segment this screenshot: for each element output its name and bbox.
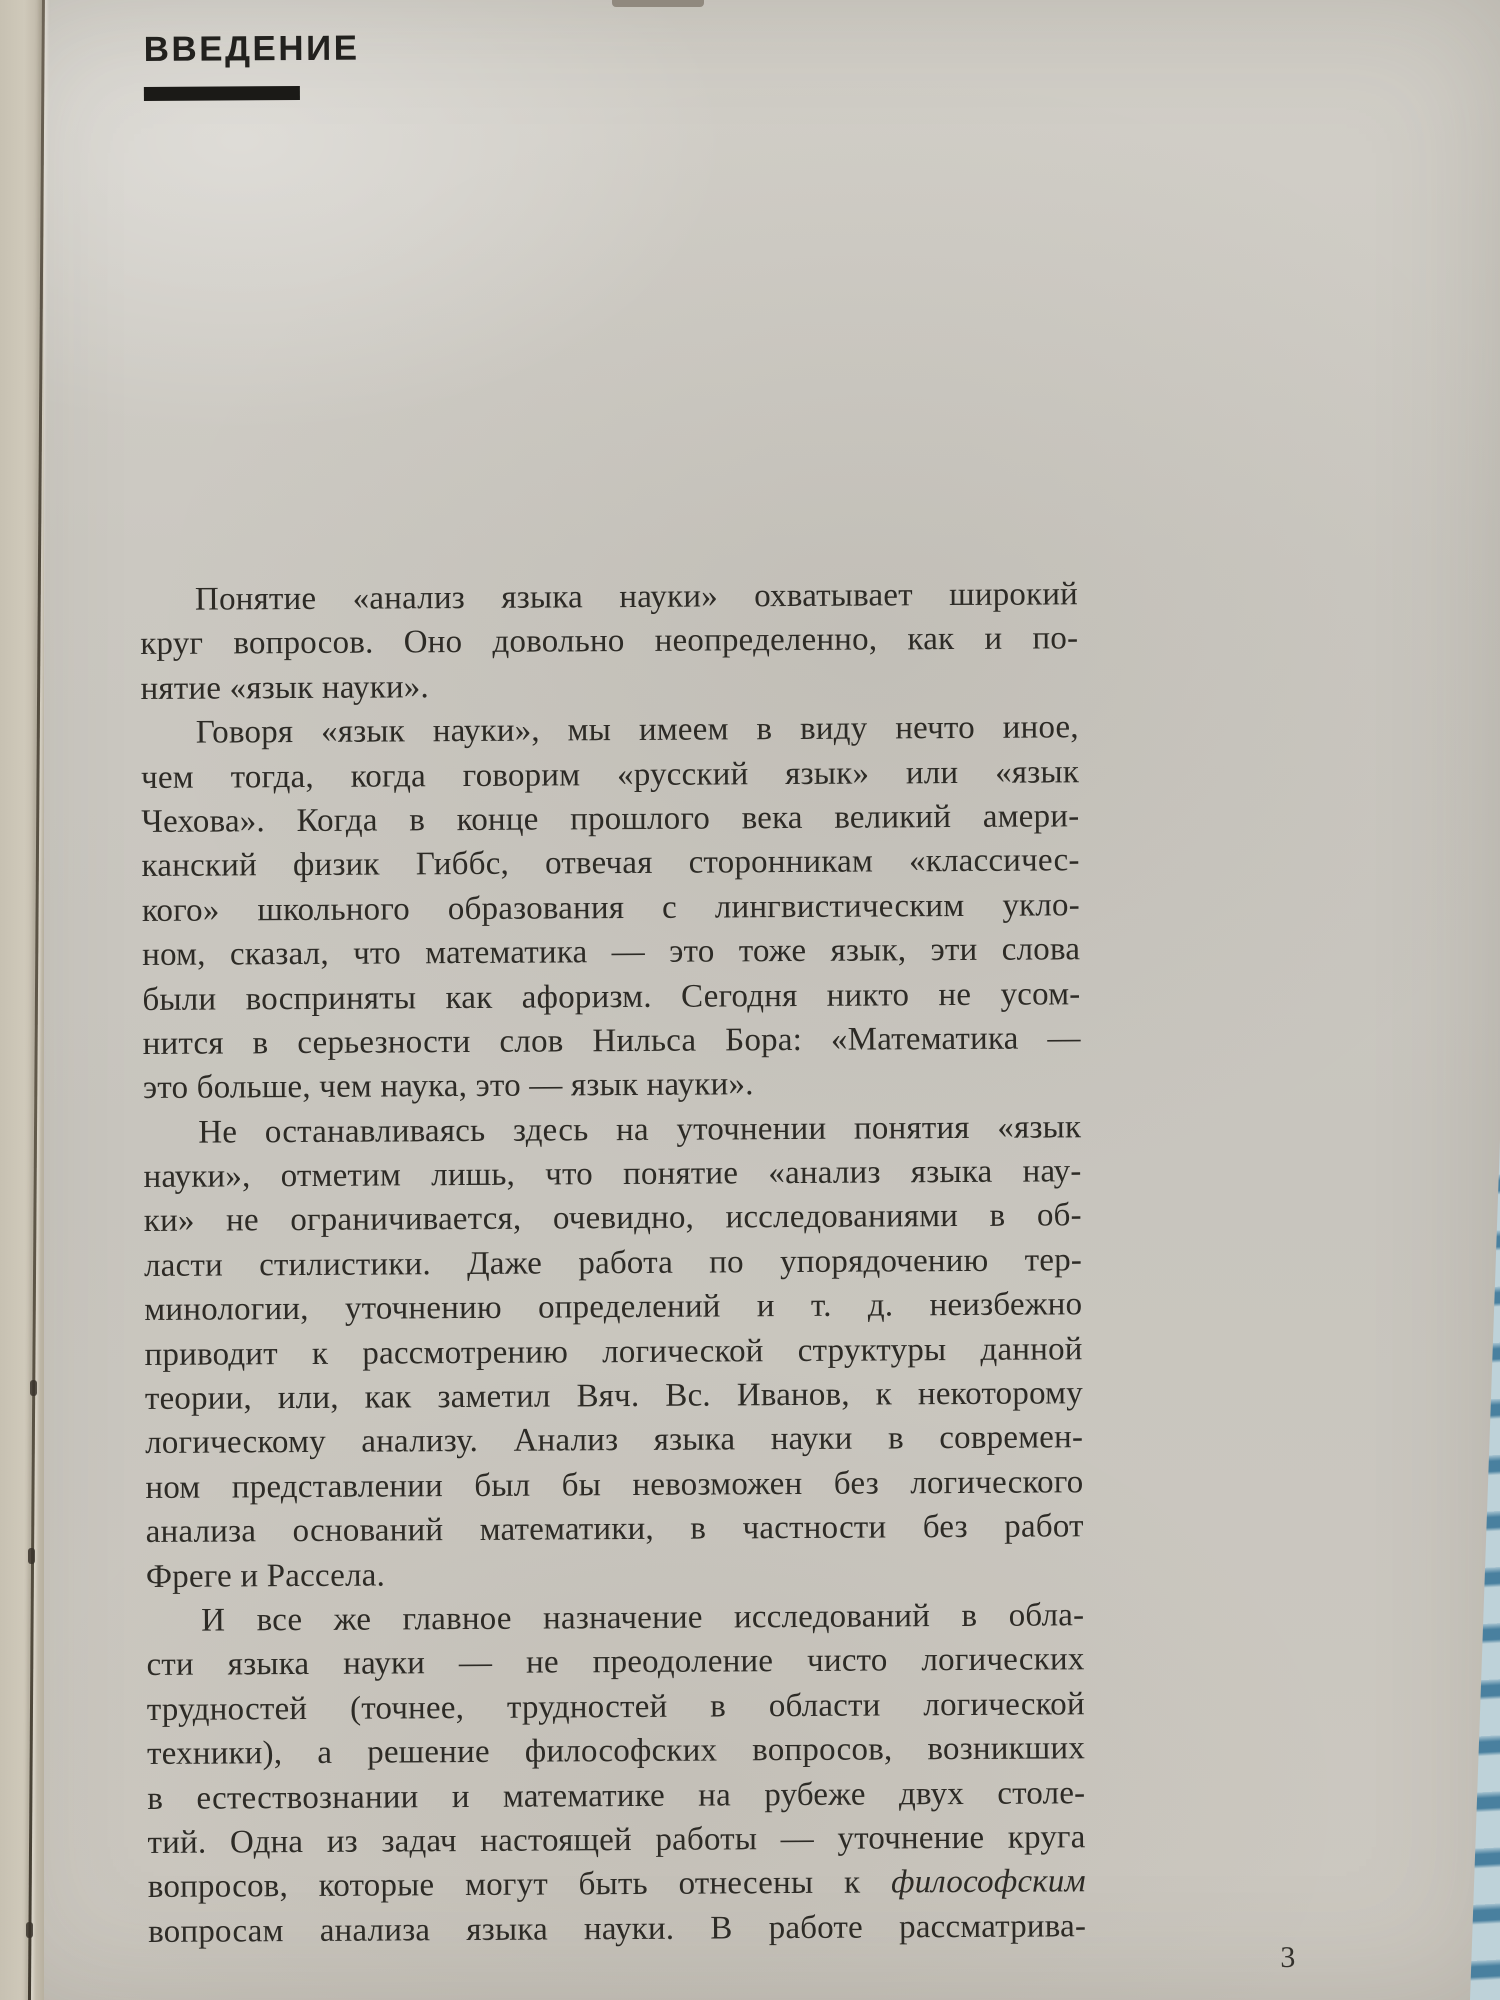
text-line: ки» не ограничивается, очевидно, исследованиями в об-	[143, 1197, 1082, 1240]
text-line: теории, или, как заметил Вяч. Вс. Иванов, к некоторому	[144, 1375, 1083, 1418]
text-line: логическому анализу. Анализ языка науки в современ-	[145, 1419, 1084, 1462]
text-line: круг вопросов. Оно довольно неопределенно, как и по-	[140, 620, 1079, 663]
text-line: кого» школьного образования с лингвистическим укло-	[141, 886, 1080, 929]
text-line: вопросам анализа языка науки. В работе рассматрива-	[148, 1907, 1087, 1950]
text-line: вопросов, которые могут быть отнесены к философским	[147, 1863, 1086, 1906]
text-line: были восприняты как афоризм. Сегодня никто не усом-	[142, 975, 1081, 1018]
text-line: минологии, уточнению определений и т. д. неизбежно	[144, 1286, 1083, 1329]
text-line: тий. Одна из задач настоящей работы — уточнение круга	[147, 1819, 1086, 1861]
text-line: нится в серьезности слов Нильса Бора: «Математика —	[142, 1020, 1081, 1062]
text-line: сти языка науки — не преодоление чисто логических	[146, 1641, 1085, 1684]
text-line: ном, сказал, что математика — это тоже язык, эти слова	[142, 931, 1081, 974]
text-line: ласти стилистики. Даже работа по упорядочению тер-	[143, 1242, 1083, 1284]
text-line: трудностей (точнее, трудностей в области логической	[146, 1686, 1085, 1728]
text-line: И все же главное назначение исследований в обла-	[201, 1597, 1085, 1639]
page-number: 3	[1280, 1940, 1296, 1975]
text-line: канский физик Гиббс, отвечая сторонникам «классичес-	[141, 842, 1080, 885]
text-line: Понятие «анализ языка науки» охватывает широкий	[194, 576, 1079, 618]
text-line: Фреге и Рассела.	[145, 1557, 386, 1595]
text-line: ном представлении был бы невозможен без логического	[145, 1464, 1084, 1506]
text-line: Чехова». Когда в конце прошлого века великий амери-	[141, 798, 1080, 840]
chapter-heading: ВВЕДЕНИЕ	[143, 28, 360, 69]
text-line: приводит к рассмотрению логической структуры данной	[144, 1330, 1083, 1373]
text-line: это больше, чем наука, это — язык науки».	[142, 1066, 754, 1107]
text-line: нятие «язык науки».	[140, 669, 430, 707]
text-line: науки», отметим лишь, что понятие «анализ языка нау-	[143, 1153, 1082, 1196]
text-line: Не останавливаясь здесь на уточнении понятия «язык	[198, 1108, 1082, 1151]
body-text	[140, 572, 1086, 1954]
text-line: анализа оснований математики, в частности без работ	[145, 1508, 1084, 1551]
text-line: в естествознании и математике на рубеже двух столе-	[147, 1774, 1086, 1817]
text-line: чем тогда, когда говорим «русский язык» или «язык	[140, 753, 1080, 796]
heading-rule	[144, 86, 300, 101]
text-line: Говоря «язык науки», мы имеем в виду нечто иное,	[195, 709, 1079, 751]
text-line: техники), а решение философских вопросов, возникших	[146, 1730, 1086, 1773]
